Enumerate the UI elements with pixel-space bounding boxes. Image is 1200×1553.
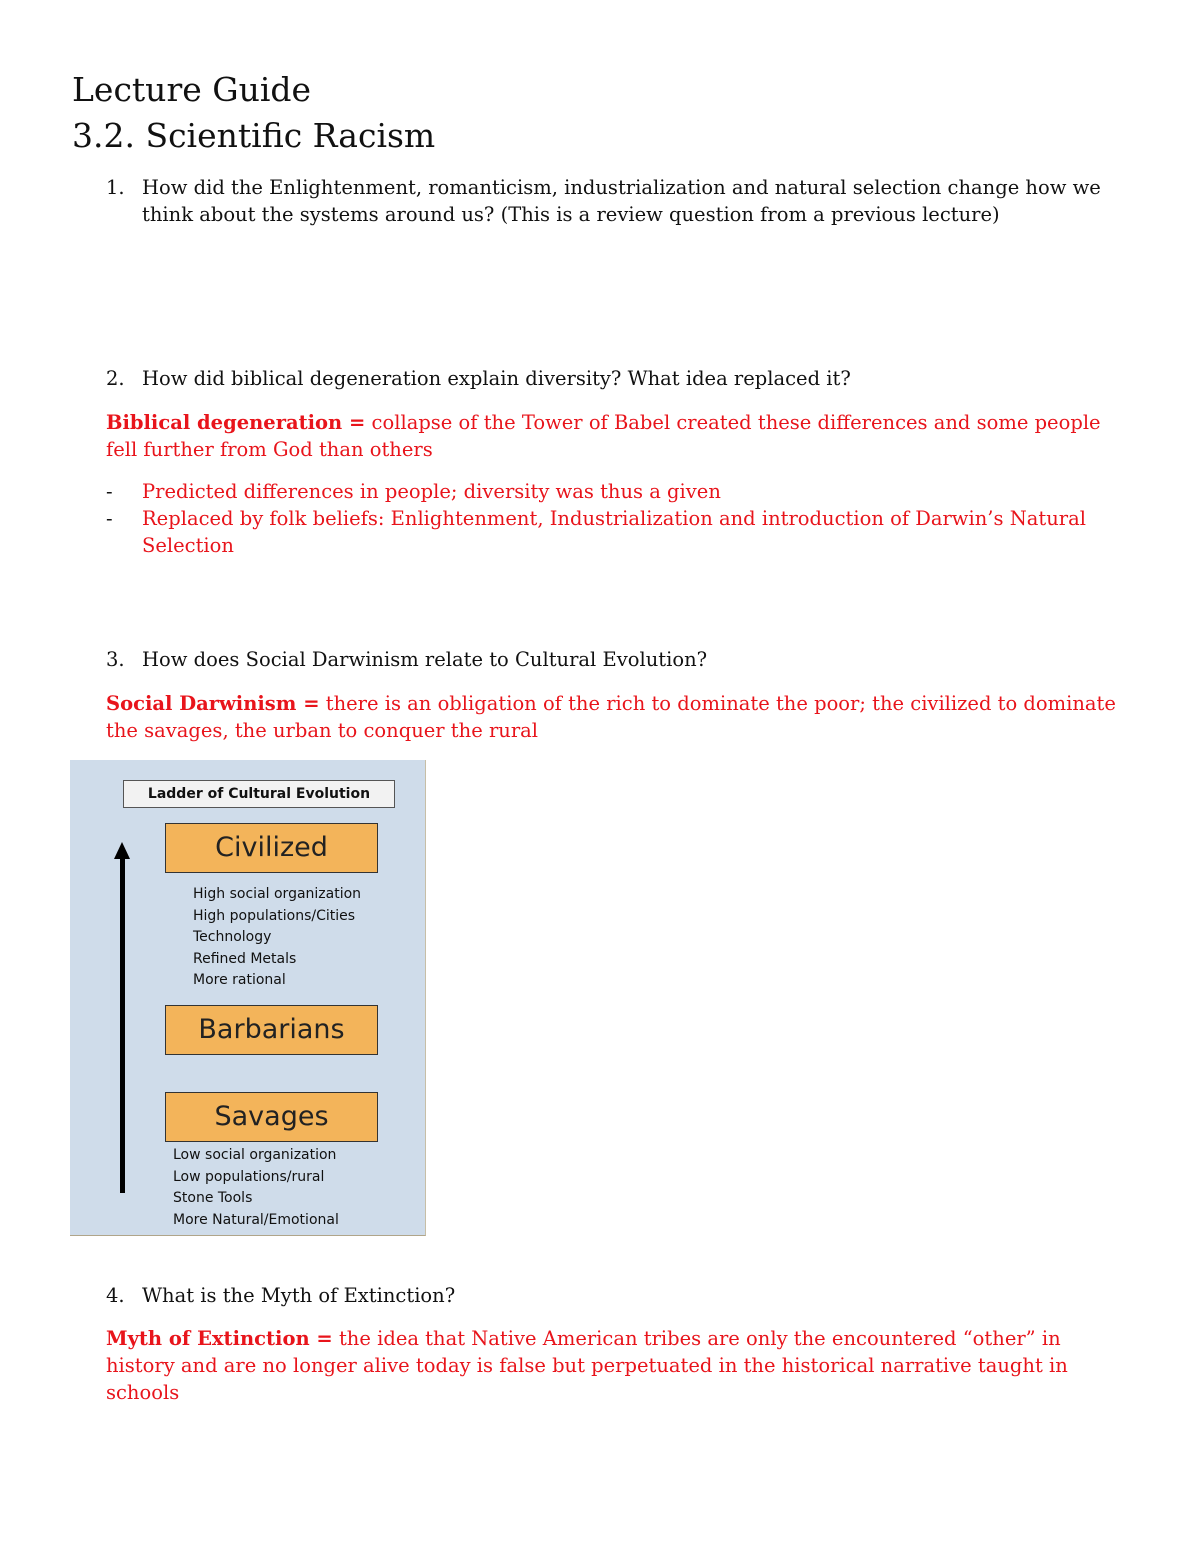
document-subtitle: 3.2. Scientific Racism — [72, 116, 436, 155]
question-2 — [106, 365, 1126, 392]
document-title: Lecture Guide — [72, 70, 312, 109]
bullet-dash: - — [106, 480, 113, 503]
trait-item: Low social organization — [173, 1147, 337, 1163]
answer-myth-of-extinction — [106, 1325, 1086, 1406]
question-text: How did biblical degeneration explain diversity? What idea replaced it? — [142, 367, 851, 390]
question-number: 1. — [106, 176, 125, 199]
answer-biblical-degeneration — [106, 409, 1136, 463]
trait-item: More rational — [193, 972, 286, 988]
trait-item: More Natural/Emotional — [173, 1211, 339, 1228]
bullet-item — [106, 478, 1126, 505]
bullet-text: Replaced by folk beliefs: Enlightenment, Industrialization and introduction of Darwin’s Natural Selection — [142, 507, 1086, 557]
ladder-figure — [70, 760, 426, 1236]
question-number: 2. — [106, 367, 125, 390]
question-text: How did the Enlightenment, romanticism, industrialization and natural selection change how we think about the systems around us? (This is a review question from a previous lecture) — [142, 176, 1101, 226]
trait-item: Stone Tools — [173, 1190, 253, 1206]
arrow-shaft — [120, 856, 125, 1193]
trait-item: Refined Metals — [193, 950, 297, 967]
question-text: What is the Myth of Extinction? — [142, 1284, 456, 1307]
answer-definition: there is an obligation of the rich to dominate the poor; the civilized to dominate the savages, the urban to conquer the rural — [106, 692, 1116, 742]
trait-item: High populations/Cities — [193, 907, 356, 924]
question-number: 4. — [106, 1284, 125, 1307]
question-text: How does Social Darwinism relate to Cultural Evolution? — [142, 648, 708, 671]
rung-barbarians: Barbarians — [165, 1005, 378, 1055]
question-3 — [106, 646, 1126, 673]
ladder-title: Ladder of Cultural Evolution — [123, 780, 395, 808]
rung-savages: Savages — [165, 1092, 378, 1142]
question-1 — [106, 174, 1126, 228]
question-4 — [106, 1282, 1126, 1309]
question-number: 3. — [106, 648, 125, 671]
answer-social-darwinism — [106, 690, 1136, 744]
answer-definition: the idea that Native American tribes are only the encountered “other” in history and are no longer alive today is false but perpetuated in the historical narrative taught in schools — [106, 1327, 1068, 1404]
bullet-item — [106, 505, 1126, 559]
answer-term: Social Darwinism = — [106, 692, 320, 715]
trait-item: Technology — [193, 929, 272, 945]
civilized-traits-list — [193, 884, 361, 992]
trait-item: High social organization — [193, 886, 362, 902]
answer-definition: collapse of the Tower of Babel created these differences and some people fell further from God than others — [106, 411, 1101, 461]
bullet-text: Predicted differences in people; diversity was thus a given — [142, 480, 721, 503]
trait-item: Low populations/rural — [173, 1168, 325, 1185]
savage-traits-list — [173, 1145, 339, 1231]
answer-term: Biblical degeneration = — [106, 411, 366, 434]
rung-civilized: Civilized — [165, 823, 378, 873]
bullet-dash: - — [106, 507, 113, 530]
answer-term: Myth of Extinction = — [106, 1327, 333, 1350]
